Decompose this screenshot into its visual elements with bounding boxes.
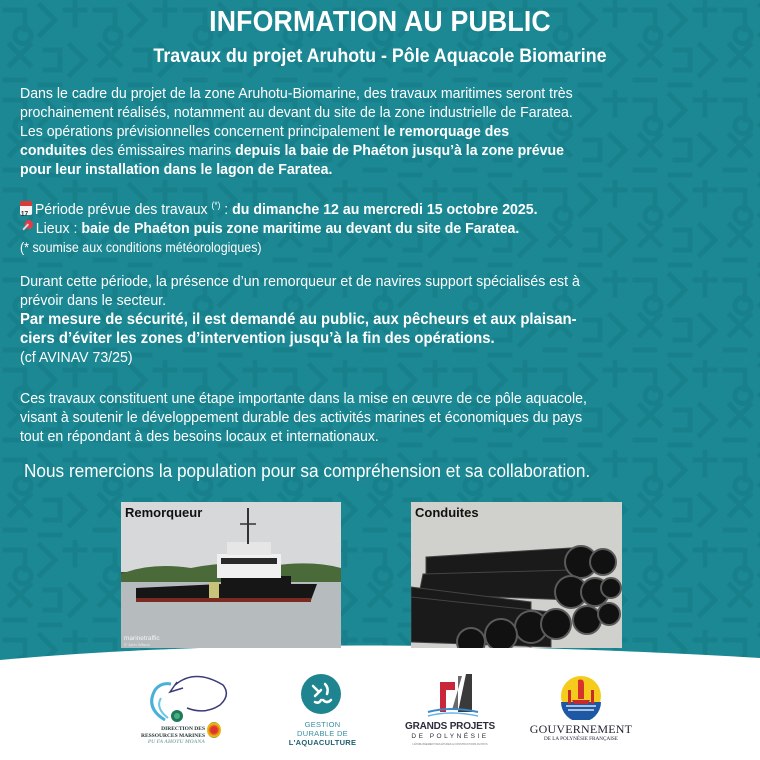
context-paragraph: Ces travaux constituent une étape importante dans la mise en œuvre de ce pôle aquacole, visant à soutenir le développement durable des activités marines et économiques du pays tout en répondant à des besoins locaux et internationaux. <box>20 390 587 445</box>
period-line: 17Période prévue des travaux (*) : du dimanche 12 au mercredi 15 octobre 2025. <box>20 196 750 219</box>
white-wave-divider <box>0 640 760 700</box>
polynesia-coat-of-arms-icon <box>522 670 640 720</box>
photo-label-conduites: Conduites <box>415 505 479 520</box>
pipes-illustration <box>411 502 622 648</box>
intro-paragraph: Dans le cadre du projet de la zone Aruhotu-Biomarine, des travaux maritimes seront très prochainement réalisés, notamment au devant du site de la zone industrielle de Faratea. Les opérations prévisionnelles concernent principalement le remorquage des conduites des émissaires marins depuis la baie de Phaéton jusqu’à la zone prévue pour leur installation dans le lagon de Faratea. <box>20 85 573 178</box>
pin-icon <box>20 220 33 234</box>
safety-paragraph: Durant cette période, la présence d’un remorqueur et de navires support spécialisés est à prévoir dans le secteur. Par mesure de sécurité, il est demandé au public, aux pêcheurs et aux plaisan- ciers d’éviter les zones d’intervention jusqu’à la fin des opérations. (cf AVINAV 73/25) <box>20 273 580 366</box>
logo-gestion-durable-aquaculture: GESTION DURABLE DE L'AQUACULTURE <box>275 670 375 755</box>
tugboat-illustration <box>121 502 341 648</box>
page-title: INFORMATION AU PUBLIC <box>209 6 551 38</box>
pipes-photo <box>411 502 622 648</box>
fish-logo-icon <box>135 670 235 728</box>
schedule-section <box>20 196 750 257</box>
logo-direction-ressources-marines: DIRECTION DES RESSOURCES MARINES PU FA AHOTU MOANA <box>135 670 235 755</box>
weather-note: (* soumise aux conditions météorologiques) <box>20 240 262 256</box>
tugboat-photo <box>121 502 341 648</box>
photo-watermark: marinetraffic <box>124 635 160 642</box>
thanks-message: Nous remercions la population pour sa compréhension et sa collaboration. <box>24 460 591 481</box>
calendar-icon <box>20 201 32 215</box>
photo-credit: © John Wilson <box>124 642 150 647</box>
photo-label-remorqueur: Remorqueur <box>125 505 203 520</box>
polynesia-emblem-icon <box>207 722 221 738</box>
logo-grands-projets-polynesie: GRANDS PROJETS DE POLYNÉSIE L'ÉTABLISSEMENT DES ÉTUDES & CONSTRUCTIONS DU PAYS <box>400 670 500 755</box>
grands-projets-emblem-icon <box>400 670 500 720</box>
location-line: Lieux : baie de Phaéton puis zone maritime au devant du site de Faratea. <box>20 219 750 238</box>
logo-gouvernement-polynesie: GOUVERNEMENT DE LA POLYNÉSIE FRANÇAISE <box>522 670 640 755</box>
aquaculture-emblem-icon <box>301 674 341 714</box>
page-subtitle: Travaux du projet Aruhotu - Pôle Aquacole Biomarine <box>153 46 607 67</box>
